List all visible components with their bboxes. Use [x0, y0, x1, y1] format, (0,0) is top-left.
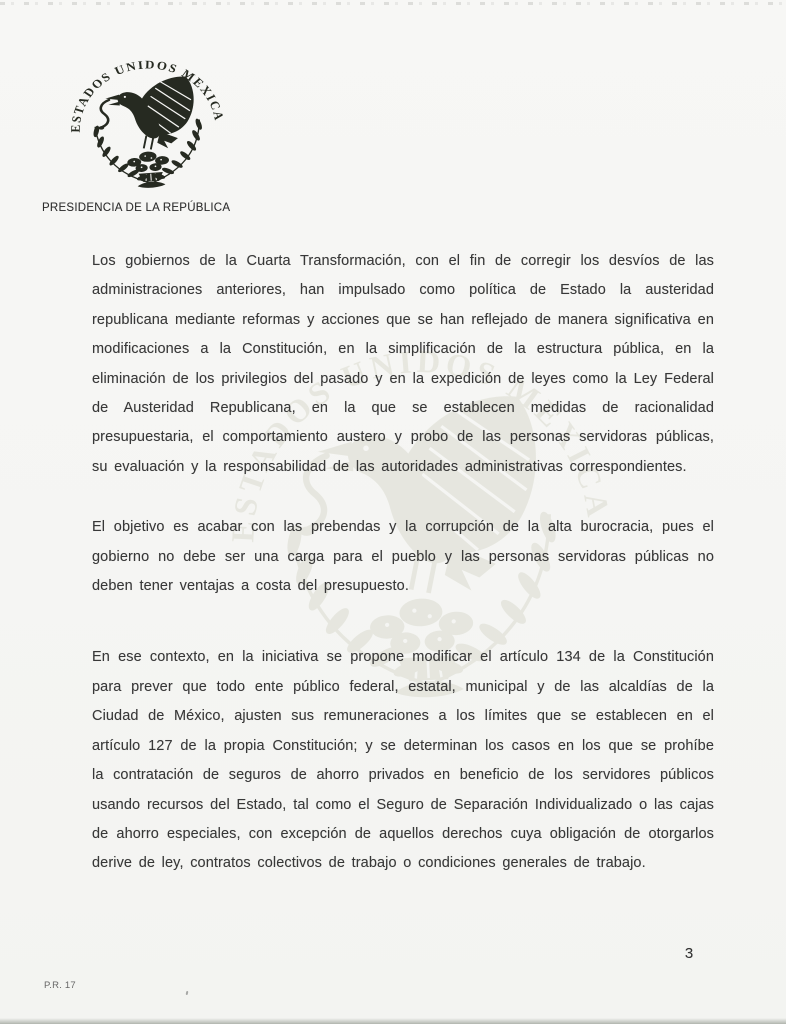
- body-paragraph: En ese contexto, en la iniciativa se propone modificar el artículo 134 de la Constitución para prever que todo ente público federal, estatal, municipal y de las alcaldías de la Ciudad de México, ajusten sus remuneraciones a los límites que se establecen en el artículo 127 de la propia Constitución; y se determinan los casos en los que se prohíbe la contratación de seguros de ahorro privados en beneficio de los servidores públicos usando recursos del Estado, tal como el Seguro de Separación Individualizado o las cajas de ahorro especiales, con excepción de aquellos derechos cuya obligación de otorgarlos derive de ley, contratos colectivos de trabajo o condiciones generales de trabajo.: [92, 649, 714, 872]
- page-number: 3: [684, 945, 694, 962]
- national-seal-icon: [55, 36, 239, 204]
- body-paragraph: Los gobiernos de la Cuarta Transformación, con el fin de corregir los desvíos de las administraciones anteriores, han impulsado como política de Estado la austeridad republicana mediante reformas y acciones que se han reflejado de manera significativa en modificaciones a la Constitución, en la simplificación de la estructura pública, en la eliminación de los privilegios del pasado y en la expedición de leyes como la Ley Federal de Austeridad Republicana, en la que se establecen medidas de racionalidad presupuestaria, el comportamiento austero y probo de las personas servidoras públicas, su evaluación y la responsabilidad de las autoridades administrativas correspondientes.: [92, 253, 714, 475]
- document-body: [92, 247, 714, 879]
- reference-code: P.R. 17: [44, 980, 76, 991]
- scan-speck: [186, 991, 189, 995]
- institution-label: PRESIDENCIA DE LA REPÚBLICA: [42, 202, 231, 214]
- body-paragraph: El objetivo es acabar con las prebendas y la corrupción de la alta burocracia, pues el gobierno no debe ser una carga para el pueblo y las personas servidoras públicas no deben tener ventajas a costa del presupuesto.: [92, 519, 714, 595]
- scan-edge-bottom: [0, 1018, 786, 1024]
- scan-edge-top: [0, 2, 786, 5]
